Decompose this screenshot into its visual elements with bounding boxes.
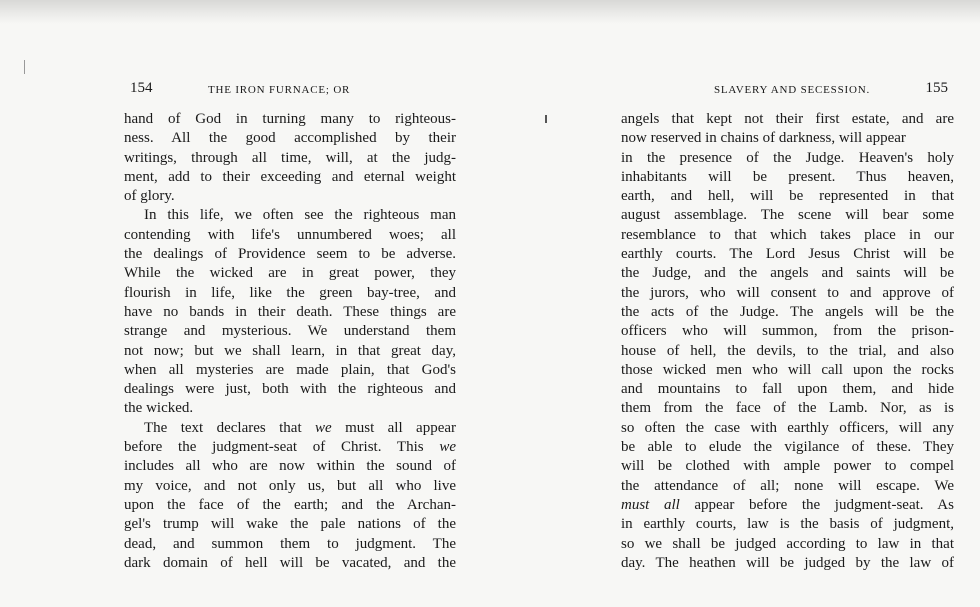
text-line: officers who will summon, from the prison-: [621, 323, 954, 340]
text-line: so often the case with earthly officers, will any: [621, 419, 954, 436]
text-line: the jurors, who will consent to and approve of: [621, 284, 954, 301]
left-page-text: [124, 110, 456, 573]
text-line: the wicked.: [124, 400, 194, 417]
text-line: earthly courts. The Lord Jesus Christ will be: [621, 246, 954, 263]
text-line: now reserved in chains of darkness, will appear: [621, 130, 906, 147]
text-line: The text declares that we must all appear: [144, 419, 456, 436]
text-line: those wicked men who will call upon the rocks: [621, 361, 954, 378]
scan-top-shadow: [0, 0, 980, 24]
text-line: ment, add to their exceeding and eternal weight: [124, 168, 456, 185]
text-line: and mountains to fall upon them, and hide: [621, 381, 954, 398]
text-line: the dealings of Providence seem to be adverse.: [124, 246, 456, 263]
text-line: dead, and summon them to judgment. The: [124, 535, 456, 552]
text-line: be able to elude the vigilance of these. They: [621, 439, 954, 456]
left-running-title: THE IRON FURNACE; OR: [208, 84, 351, 96]
text-line: ness. All the good accomplished by their: [124, 130, 456, 147]
text-line: inhabitants will be present. Thus heaven,: [621, 168, 954, 185]
emphasis: we: [315, 419, 332, 436]
emphasis: must all: [621, 496, 680, 513]
text-line: must all appear before the judgment-seat. As: [621, 496, 954, 513]
left-margin-speck: [24, 60, 25, 74]
text-line: not now; but we shall learn, in that great day,: [124, 342, 456, 359]
right-running-title: SLAVERY AND SECESSION.: [713, 84, 870, 96]
text-line: gel's trump will wake the pale nations of the: [124, 516, 456, 533]
text-line: in the presence of the Judge. Heaven's holy: [621, 149, 954, 166]
text-line: the acts of the Judge. The angels will be the: [621, 303, 954, 320]
text-line: the Judge, and the angels and saints will be: [621, 265, 954, 282]
emphasis: we: [439, 439, 456, 456]
text-line: them from the face of the Lamb. Nor, as is: [621, 400, 954, 417]
text-line: includes all who are now within the sound of: [124, 458, 456, 475]
text-line: resemblance to that which takes place in our: [621, 226, 954, 243]
left-page-number: 154: [130, 80, 153, 96]
text-line: in earthly courts, law is the basis of judgment,: [621, 516, 954, 533]
text-line: hand of God in turning many to righteous-: [124, 111, 456, 127]
text-line: strange and mysterious. We understand them: [124, 323, 456, 340]
text-line: my voice, and not only us, but all who live: [124, 477, 456, 494]
text-line: While the wicked are in great power, they: [124, 265, 456, 282]
text-line: house of hell, the devils, to the trial, and also: [621, 342, 954, 359]
text-line: of glory.: [124, 188, 175, 205]
text-line: earth, and hell, will be represented in that: [621, 188, 954, 205]
text-line: writings, through all time, will, at the judg-: [124, 149, 456, 166]
text-line: the attendance of all; none will escape. We: [621, 477, 954, 494]
right-page: [621, 80, 954, 573]
text-line: flourish in life, like the green bay-tree, and: [124, 284, 456, 301]
text-line: contending with life's unnumbered woes; all: [124, 226, 456, 243]
right-page-text: [621, 110, 954, 573]
text-line: day. The heathen will be judged by the law of: [621, 554, 954, 571]
gutter-speck: [545, 115, 547, 123]
text-line: so we shall be judged according to law in that: [621, 535, 954, 552]
right-running-head: [621, 80, 954, 102]
text-line: will be clothed with ample power to compel: [621, 458, 954, 475]
text-line: angels that kept not their first estate, and are: [621, 111, 954, 127]
text-line: when all mysteries are made plain, that God's: [124, 361, 456, 378]
text-line: dark domain of hell will be vacated, and the: [124, 554, 456, 571]
text-line: august assemblage. The scene will bear some: [621, 207, 954, 224]
text-line: upon the face of the earth; and the Archan-: [124, 496, 456, 513]
text-line: before the judgment-seat of Christ. This we: [124, 439, 456, 456]
left-page: [124, 80, 456, 573]
text-line: have no bands in their death. These things are: [124, 303, 456, 320]
text-line: dealings were just, both with the righteous and: [124, 381, 456, 398]
right-page-number: 155: [925, 80, 948, 96]
text-line: In this life, we often see the righteous man: [144, 207, 456, 224]
left-running-head: [124, 80, 456, 102]
